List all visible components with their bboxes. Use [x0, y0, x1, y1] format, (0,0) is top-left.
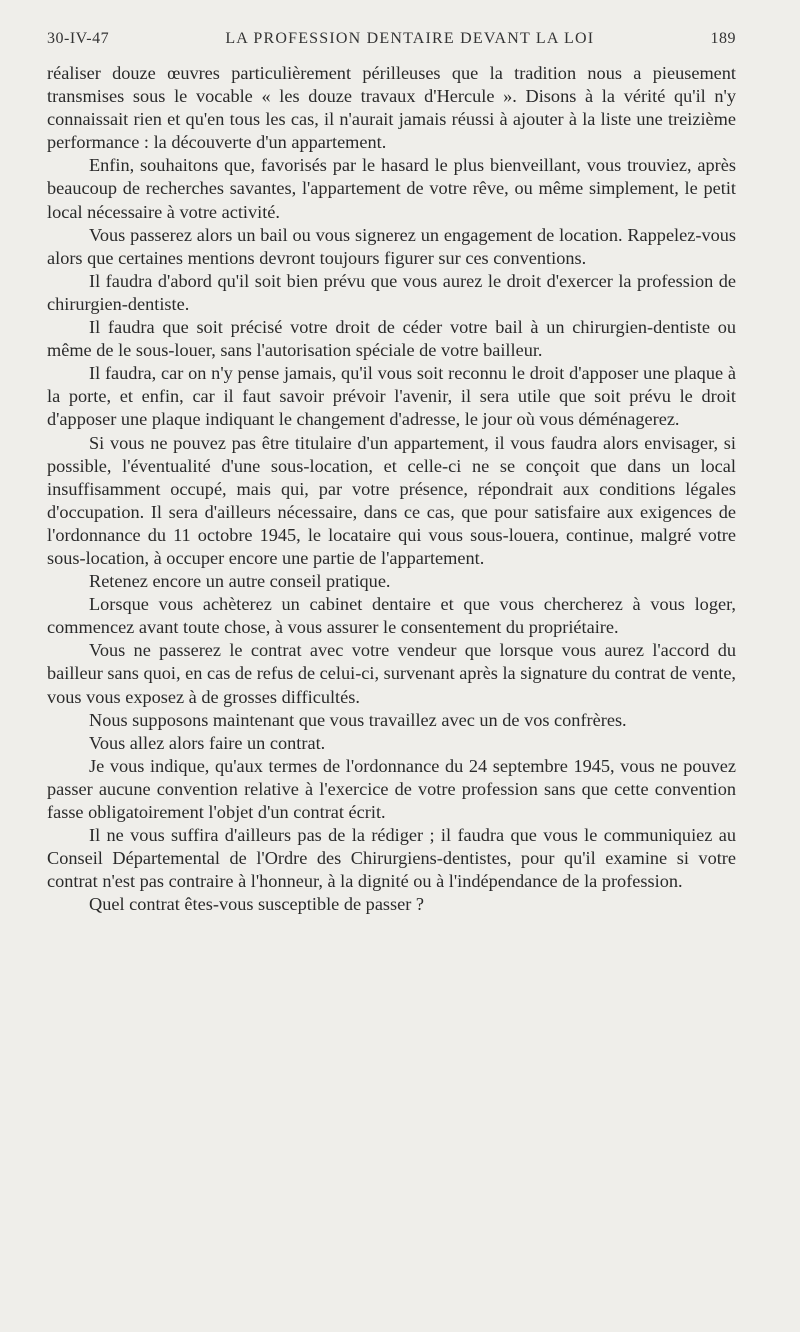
running-header — [47, 30, 736, 62]
header-title: LA PROFESSION DENTAIRE DEVANT LA LOI — [225, 30, 595, 47]
paragraph: Il faudra, car on n'y pense jamais, qu'il vous soit reconnu le droit d'apposer une plaque à la porte, et enfin, car il faut savoir prévoir l'avenir, il sera utile que soit prévu le droit d'apposer une plaque indiquant le changement d'adresse, le jour où vous déménagerez. — [47, 363, 736, 430]
page-number: 189 — [710, 30, 736, 47]
paragraph: Retenez encore un autre conseil pratique. — [89, 571, 391, 592]
paragraph: Vous ne passerez le contrat avec votre vendeur que lorsque vous aurez l'accord du bailleur sans quoi, en cas de refus de celui-ci, survenant après la signature du contrat de vente, vous vous exposez à de grosses difficultés. — [47, 640, 736, 707]
paragraph: Quel contrat êtes-vous susceptible de passer ? — [89, 894, 425, 915]
paragraph: Je vous indique, qu'aux termes de l'ordonnance du 24 septembre 1945, vous ne pouvez passer aucune convention relative à l'exercice de votre profession sans que cette convention fasse obligatoirement l'objet d'un contrat écrit. — [47, 755, 736, 822]
paragraph: Vous passerez alors un bail ou vous signerez un engagement de location. Rappelez-vous alors que certaines mentions devront toujours figurer sur ces conventions. — [47, 224, 736, 268]
paragraph: Il ne vous suffira d'ailleurs pas de la rédiger ; il faudra que vous le communiquiez au Conseil Départemental de l'Ordre des Chirurgiens-dentistes, pour qu'il examine si votre contrat n'est pas contraire à l'honneur, à la dignité ou à l'indépendance de la profession. — [47, 825, 736, 892]
paragraph: Vous allez alors faire un contrat. — [89, 732, 326, 753]
paragraph: Nous supposons maintenant que vous travaillez avec un de vos confrères. — [89, 709, 627, 730]
paragraph: Enfin, souhaitons que, favorisés par le hasard le plus bienveillant, vous trouviez, après beaucoup de recherches savantes, l'appartement de votre rêve, ou même simplement, le petit local nécessaire à votre activité. — [47, 155, 736, 222]
paragraph: réaliser douze œuvres particulièrement périlleuses que la tradition nous a pieusement transmises sous le vocable « les douze travaux d'Hercule ». Disons à la vérité qu'il n'y connaissait rien et qu'en tous les cas, il n'aurait jamais réussi à ajouter à la liste une treizième performance : la découverte d'un appartement. — [47, 63, 736, 153]
paragraph: Il faudra d'abord qu'il soit bien prévu que vous aurez le droit d'exercer la profession de chirurgien-dentiste. — [47, 270, 736, 314]
paragraph: Si vous ne pouvez pas être titulaire d'un appartement, il vous faudra alors envisager, si possible, l'éventualité d'une sous-location, et celle-ci ne se conçoit que dans un local insuffisamment occupé, mais qui, par votre présence, répondrait aux conditions légales d'occupation. Il sera d'ailleurs nécessaire, dans ce cas, que pour satisfaire aux exigences de l'ordonnance du 11 octobre 1945, le locataire qui vous sous-louera, continue, malgré votre sous-location, à occuper encore une partie de l'appartement. — [47, 432, 736, 568]
paragraph: Il faudra que soit précisé votre droit de céder votre bail à un chirurgien-dentiste ou même de le sous-louer, sans l'autorisation spéciale de votre bailleur. — [47, 317, 736, 361]
paragraph: Lorsque vous achèterez un cabinet dentaire et que vous chercherez à vous loger, commencez avant toute chose, à vous assurer le consentement du propriétaire. — [47, 594, 736, 638]
header-date: 30-IV-47 — [47, 30, 110, 47]
body-text — [47, 62, 736, 916]
